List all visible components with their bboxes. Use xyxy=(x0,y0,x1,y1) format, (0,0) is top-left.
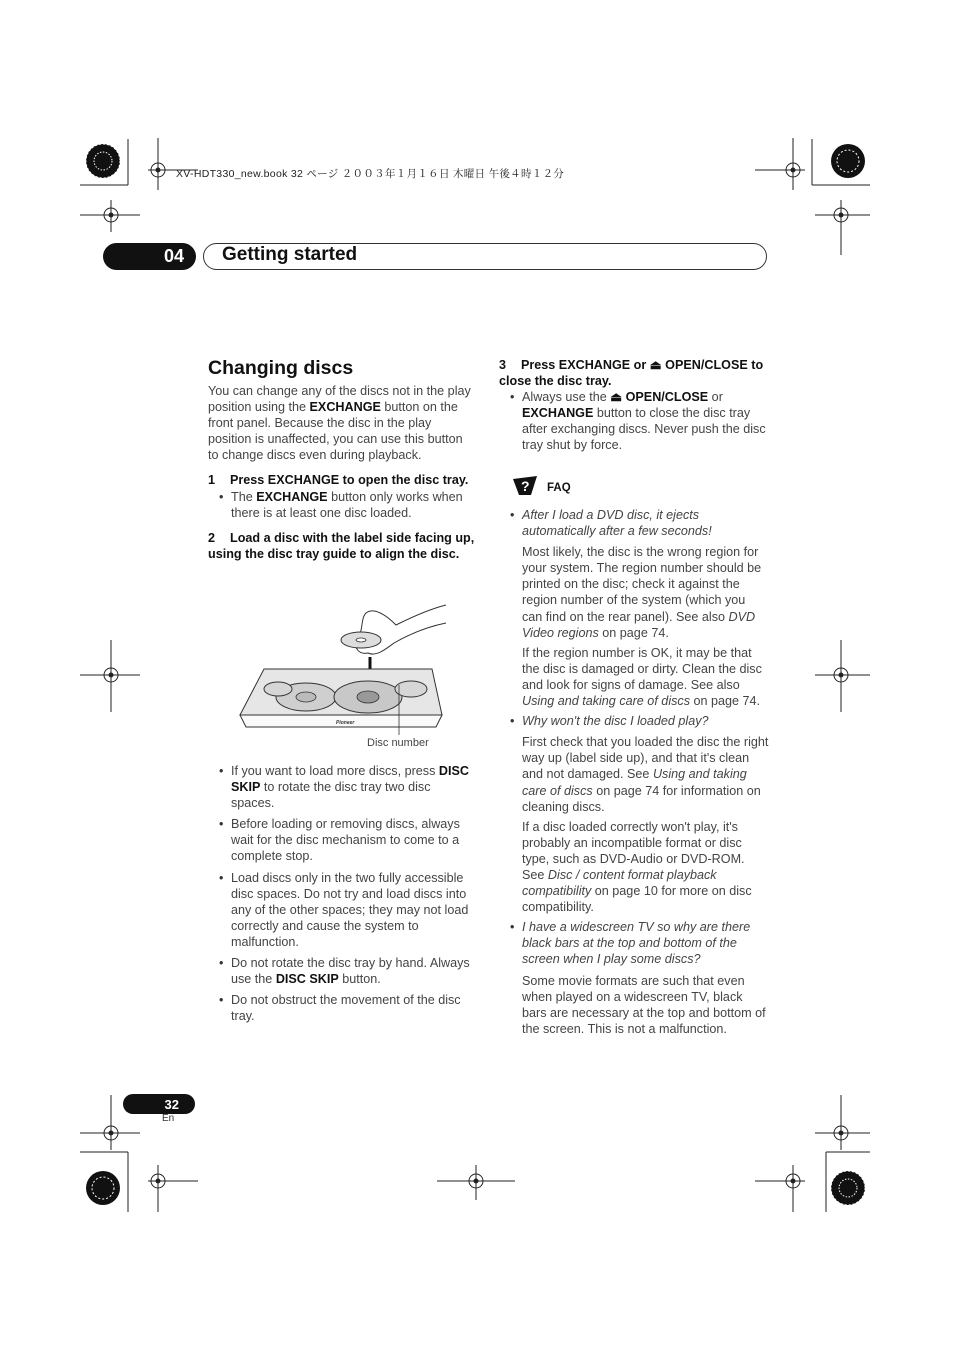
bullet-wait: • Before loading or removing discs, always wait for the disc mechanism to come to a complete stop. xyxy=(208,816,476,864)
faq-answer-2a: First check that you loaded the disc the right way up (label side up), and that it's clean and not damaged. See Using and taking care of discs on page 74 for information on cleaning discs. xyxy=(522,735,769,814)
section-heading: Changing discs xyxy=(208,357,354,379)
faq-list xyxy=(499,507,769,1037)
bullet-rotate: • Do not rotate the disc tray by hand. Always use the DISC SKIP button. xyxy=(208,955,476,987)
step-2: 2 Load a disc with the label side facing up, using the disc tray guide to align the disc. xyxy=(208,530,475,561)
page-number: 32 xyxy=(123,1094,195,1114)
chapter-title: Getting started xyxy=(222,244,358,265)
faq-question-2: • Why won't the disc I loaded play? xyxy=(499,713,769,729)
print-info: XV-HDT330_new.book 32 ページ ２００３年１月１６日 木曜日 午後４時１２分 xyxy=(176,168,565,180)
faq-answer-1b: If the region number is OK, it may be that the disc is damaged or dirty. Clean the disc and look for signs of damage. See also Using and taking care of discs on page 74. xyxy=(522,645,762,709)
step-3: 3 Press EXCHANGE or ⏏ OPEN/CLOSE to close the disc tray. xyxy=(499,358,764,389)
faq-question-1: • After I load a DVD disc, it ejects automatically after a few seconds! xyxy=(499,507,769,539)
step-3-note: • Always use the ⏏ OPEN/CLOSE or EXCHANGE button to close the disc tray after exchanging discs. Never push the disc tray shut by force. xyxy=(499,389,769,453)
faq-answer-1a: Most likely, the disc is the wrong region for your system. The region number should be printed on the disc; check it against the region number of the system (which you can find on the rear panel). See also DVD Video regions on page 74. xyxy=(522,545,762,640)
disc-tray-illustration xyxy=(236,585,448,755)
faq-answer-3: Some movie formats are such that even when played on a widescreen TV, black bars are necessary at the top and bottom of the screen. This is not a malfunction. xyxy=(522,973,766,1036)
step-1: 1 Press EXCHANGE to open the disc tray. xyxy=(208,473,469,488)
brand-logo: Pioneer xyxy=(336,720,355,726)
step-1-note: • The EXCHANGE button only works when there is at least one disc loaded. xyxy=(208,489,476,521)
disc-number-label: Disc number xyxy=(367,737,429,749)
left-bullets xyxy=(208,763,476,1024)
svg-text:?: ? xyxy=(521,478,530,494)
faq-answer-2b: If a disc loaded correctly won't play, it's probably an incompatible format or disc type, such as DVD-Audio or DVD-ROM. See Disc / content format playback compatibility on page 10 for more on disc compatibility. xyxy=(522,819,752,915)
bullet-load-spaces: • Load discs only in the two fully accessible disc spaces. Do not try and load discs into any of the other spaces; they may not load correctly and cause the system to malfunction. xyxy=(208,870,476,950)
bullet-disc-skip: • If you want to load more discs, press DISC SKIP to rotate the disc tray two disc spaces. xyxy=(208,763,476,811)
faq-question-3: • I have a widescreen TV so why are there black bars at the top and bottom of the screen when I play some discs? xyxy=(499,919,769,967)
language-code: En xyxy=(162,1113,175,1124)
left-column xyxy=(208,357,476,562)
right-column-top xyxy=(499,357,769,454)
faq-label: FAQ xyxy=(547,482,571,494)
chapter-number: 04 xyxy=(103,243,196,270)
bullet-obstruct: • Do not obstruct the movement of the disc tray. xyxy=(208,992,476,1024)
faq-icon xyxy=(512,475,538,497)
intro-paragraph: You can change any of the discs not in the play position using the EXCHANGE button on the front panel. Because the disc in the play position is unaffected, you can use this button to change discs even during playback. xyxy=(208,384,471,463)
